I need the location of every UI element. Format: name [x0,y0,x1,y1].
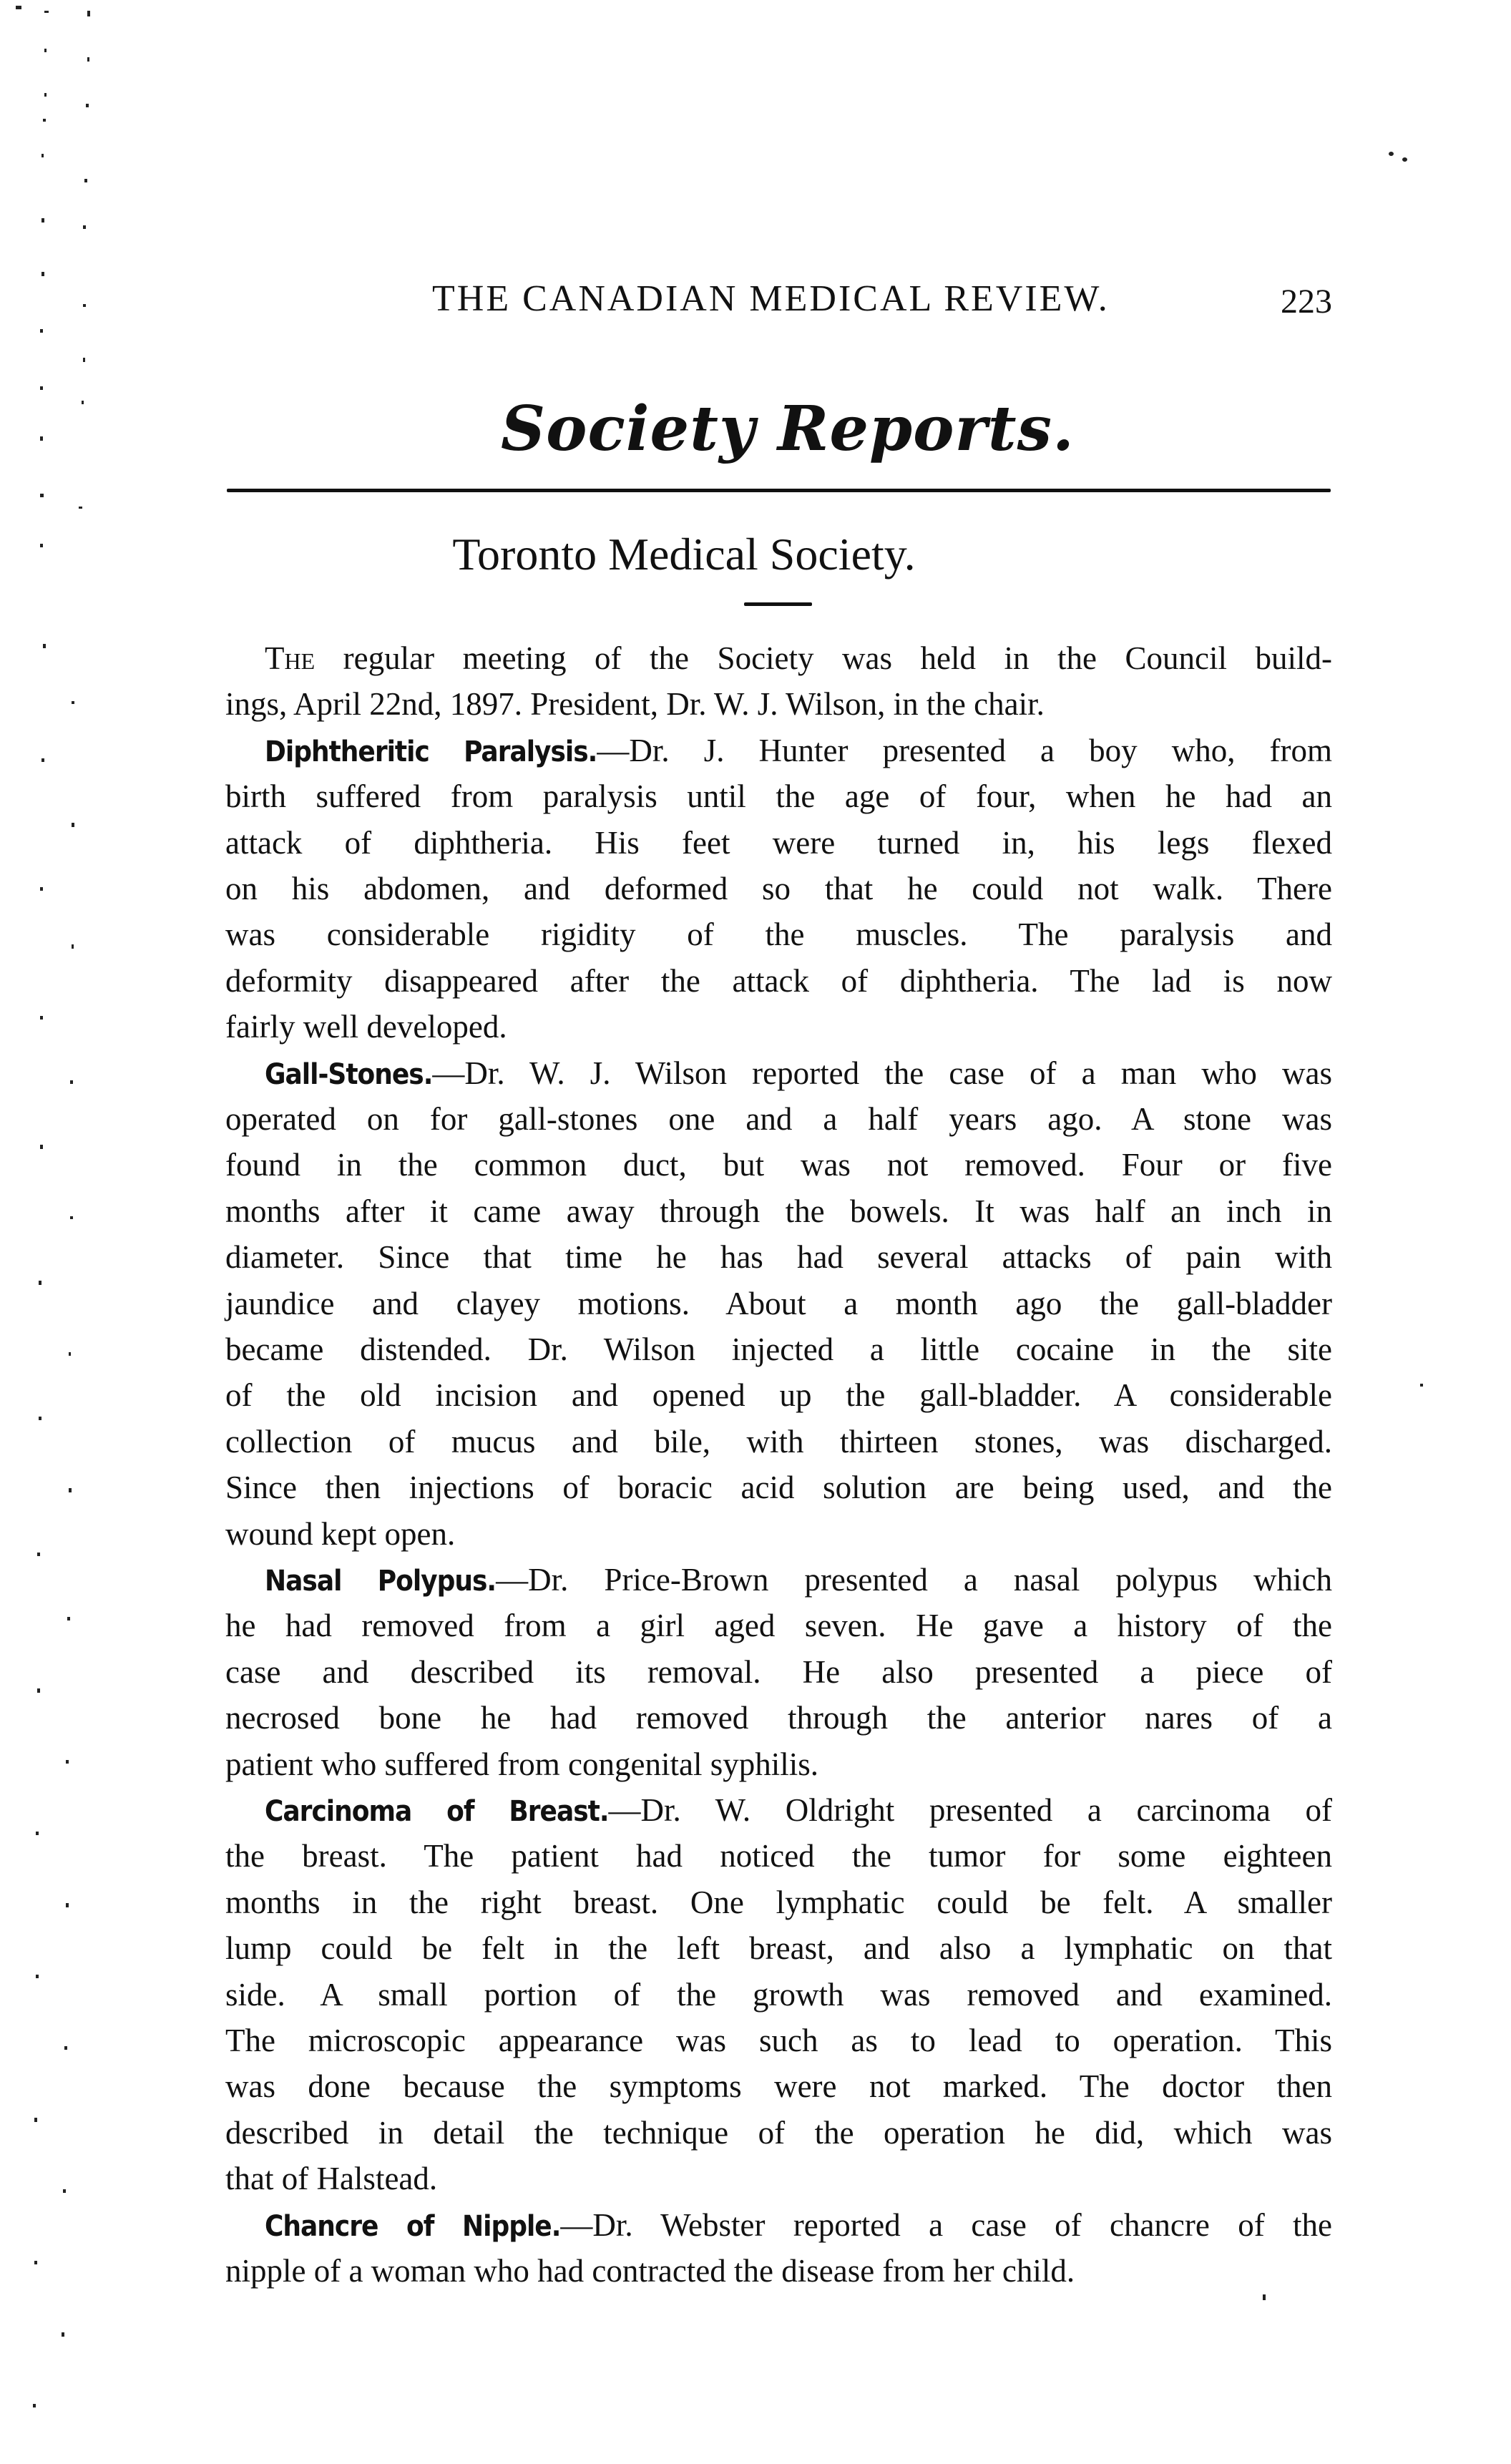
report-line: case and described its removal. He also presented a piece of [225,1654,1332,1690]
report-line: months after it came away through the bowels. It was half an inch in [225,1193,1332,1229]
report-line: became distended. Dr. Wilson injected a little cocaine in the site [225,1331,1332,1367]
report-line: of the old incision and opened up the gall-bladder. A considerable [225,1377,1332,1413]
report-line: patient who suffered from congenital syphilis. [225,1746,818,1782]
report-diphtheritic-paralysis-lead [265,729,1332,772]
report-line: deformity disappeared after the attack of diphtheria. The lad is now [225,963,1332,999]
section-divider-rule [227,489,1331,492]
report-lead-text: —Dr. Webster reported a case of chancre of the [560,2207,1332,2243]
report-line: diameter. Since that time he has had several attacks of pain with [225,1239,1332,1275]
report-line: Since then injections of boracic acid solution are being used, and the [225,1470,1332,1505]
report-line: The microscopic appearance was such as to lead to operation. This [225,2023,1332,2058]
report-line: months in the right breast. One lymphatic could be felt. A smaller [225,1884,1332,1920]
report-topic-heading: Gall-Stones. [265,1058,433,1091]
intro-line-2: ings, April 22nd, 1897. President, Dr. W. J. Wilson, in the chair. [225,686,1045,722]
report-line: collection of mucus and bile, with thirteen stones, was discharged. [225,1424,1332,1460]
society-heading: Toronto Medical Society. [452,529,916,580]
report-gall-stones-lead [265,1052,1332,1095]
report-topic-heading: Chancre of Nipple. [265,2210,561,2243]
report-line: necrosed bone he had removed through the anterior nares of a [225,1700,1332,1736]
report-line: nipple of a woman who had contracted the disease from her child. [225,2253,1075,2289]
report-chancre-of-nipple-lead [265,2204,1332,2247]
short-divider-rule [744,602,812,606]
report-lead-text: —Dr. W. Oldright presented a carcinoma of [608,1792,1332,1828]
page-number: 223 [1281,283,1332,321]
report-line: found in the common duct, but was not removed. Four or five [225,1147,1332,1183]
report-line: jaundice and clayey motions. About a month ago the gall-bladder [225,1286,1332,1321]
report-line: operated on for gall-stones one and a half years ago. A stone was [225,1101,1332,1137]
report-lead-text: —Dr. Price-Brown presented a nasal polypus which [496,1562,1332,1598]
report-topic-heading: Carcinoma of Breast. [265,1795,609,1828]
report-lead-text: —Dr. W. J. Wilson reported the case of a man who was [432,1055,1332,1091]
report-line: on his abdomen, and deformed so that he could not walk. There [225,871,1332,906]
report-line: was done because the symptoms were not marked. The doctor then [225,2068,1332,2104]
report-carcinoma-of-breast-lead [265,1789,1332,1832]
report-line: he had removed from a girl aged seven. He gave a history of the [225,1608,1332,1643]
intro-line-1 [265,637,1332,680]
report-line: the breast. The patient had noticed the tumor for some eighteen [225,1838,1332,1874]
report-line: fairly well developed. [225,1009,507,1045]
report-nasal-polypus-lead [265,1558,1332,1601]
section-title: Society Reports. [501,393,1075,465]
report-line: was considerable rigidity of the muscles. The paralysis and [225,916,1332,952]
report-line: attack of diphtheria. His feet were turned in, his legs flexed [225,825,1332,861]
report-lead-text: —Dr. J. Hunter presented a boy who, from [597,733,1332,768]
report-line: that of Halstead. [225,2161,438,2196]
report-line: birth suffered from paralysis until the age of four, when he had an [225,778,1332,814]
intro-lead-smallcaps: The [265,640,316,676]
report-topic-heading: Nasal Polypus. [265,1565,497,1598]
report-topic-heading: Diphtheritic Paralysis. [265,735,597,768]
report-line: wound kept open. [225,1516,456,1552]
intro-text: regular meeting of the Society was held in the Council build- [315,640,1332,676]
report-line: described in detail the technique of the operation he did, which was [225,2115,1332,2151]
report-line: side. A small portion of the growth was removed and examined. [225,1977,1332,2013]
running-head-title: THE CANADIAN MEDICAL REVIEW. [432,278,1110,319]
report-line: lump could be felt in the left breast, and also a lymphatic on that [225,1930,1332,1966]
